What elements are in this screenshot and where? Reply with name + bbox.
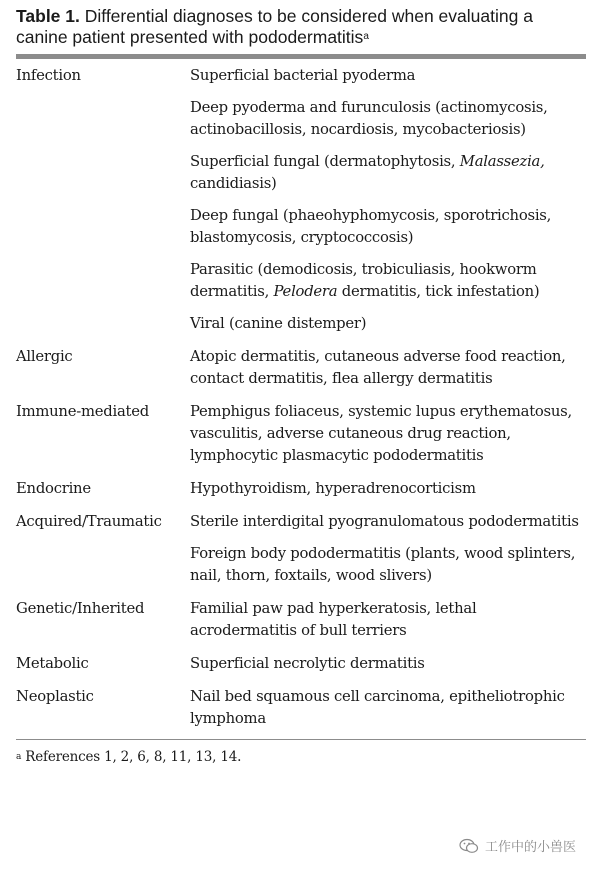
category-cell: Neoplastic	[16, 688, 94, 705]
diagnosis-text: Sterile interdigital pyogranulomatous pododermatitis	[190, 513, 579, 530]
diagnosis-text: dermatitis, tick infestation)	[337, 283, 540, 300]
category-cell: Metabolic	[16, 655, 89, 672]
diagnoses-cell	[190, 598, 586, 653]
category-cell: Infection	[16, 67, 81, 84]
diagnosis-entry	[190, 346, 586, 390]
diagnoses-cell	[190, 65, 586, 346]
category-cell: Allergic	[16, 348, 73, 365]
footnote-marker: a	[16, 752, 22, 762]
diagnosis-entry	[190, 543, 586, 587]
diagnosis-text: Superficial fungal (dermatophytosis,	[190, 153, 460, 170]
diagnosis-entry	[190, 653, 586, 675]
diagnosis-text: Parasitic (demodicosis, trobiculiasis, hookworm dermatitis,	[190, 261, 537, 300]
category-cell: Acquired/Traumatic	[16, 513, 162, 530]
table-body	[16, 65, 586, 730]
diagnosis-entry	[190, 313, 586, 335]
table-top-rule	[16, 54, 586, 59]
diagnoses-table	[16, 65, 586, 730]
diagnoses-cell	[190, 346, 586, 401]
diagnosis-entry	[190, 151, 586, 195]
diagnosis-entry	[190, 598, 586, 642]
table-row	[16, 653, 586, 686]
table-row	[16, 65, 586, 346]
category-cell: Genetic/Inherited	[16, 600, 145, 617]
diagnosis-text: Viral (canine distemper)	[190, 315, 367, 332]
diagnosis-entry	[190, 401, 586, 467]
table-row	[16, 346, 586, 401]
diagnoses-cell	[190, 686, 586, 730]
diagnoses-cell	[190, 653, 586, 686]
diagnosis-text: Deep fungal (phaeohyphomycosis, sporotrichosis, blastomycosis, cryptococcosis)	[190, 207, 552, 246]
diagnosis-entry	[190, 97, 586, 141]
category-cell: Immune-mediated	[16, 403, 149, 420]
diagnosis-entry	[190, 686, 586, 730]
watermark	[459, 836, 576, 855]
diagnosis-text: Foreign body pododermatitis (plants, wood splinters, nail, thorn, foxtails, wood slivers)	[190, 545, 576, 584]
diagnosis-text: Superficial bacterial pyoderma	[190, 67, 416, 84]
diagnosis-entry	[190, 478, 586, 500]
category-cell: Endocrine	[16, 480, 91, 497]
diagnosis-entry	[190, 205, 586, 249]
table-row	[16, 401, 586, 478]
caption-text: Differential diagnoses to be considered when evaluating a canine patient presented with pododermatitis	[16, 6, 533, 47]
table-bottom-rule	[16, 739, 586, 740]
diagnosis-text: Atopic dermatitis, cutaneous adverse food reaction, contact dermatitis, flea allergy dermatitis	[190, 348, 566, 387]
diagnosis-entry	[190, 511, 586, 533]
table-label: Table 1.	[16, 6, 80, 26]
diagnosis-text: Pemphigus foliaceus, systemic lupus erythematosus, vasculitis, adverse cutaneous drug reaction, lymphocytic plasmacytic pododermatitis	[190, 403, 572, 464]
table-row	[16, 686, 586, 730]
diagnosis-text: Superficial necrolytic dermatitis	[190, 655, 425, 672]
table-row	[16, 598, 586, 653]
table-footnote	[16, 748, 586, 766]
diagnosis-text: Hypothyroidism, hyperadrenocorticism	[190, 480, 476, 497]
diagnosis-text: Nail bed squamous cell carcinoma, epitheliotrophic lymphoma	[190, 688, 565, 727]
table-caption	[16, 6, 586, 48]
document	[16, 6, 586, 766]
diagnoses-cell	[190, 511, 586, 598]
table-row	[16, 478, 586, 511]
watermark-text: 工作中的小兽医	[484, 840, 576, 855]
caption-footnote-marker: a	[363, 31, 369, 42]
diagnoses-cell	[190, 478, 586, 511]
wechat-icon	[459, 838, 479, 854]
diagnosis-entry	[190, 65, 586, 87]
diagnosis-text: Deep pyoderma and furunculosis (actinomycosis, actinobacillosis, nocardiosis, mycobacteriosis)	[190, 99, 548, 138]
diagnosis-text-italic: Pelodera	[273, 283, 338, 300]
diagnosis-entry	[190, 259, 586, 303]
footnote-text: References 1, 2, 6, 8, 11, 13, 14.	[21, 749, 242, 765]
diagnosis-text: candidiasis)	[190, 175, 277, 192]
table-row	[16, 511, 586, 598]
diagnosis-text: Familial paw pad hyperkeratosis, lethal acrodermatitis of bull terriers	[190, 600, 477, 639]
diagnoses-cell	[190, 401, 586, 478]
diagnosis-text-italic: Malassezia,	[459, 153, 545, 170]
